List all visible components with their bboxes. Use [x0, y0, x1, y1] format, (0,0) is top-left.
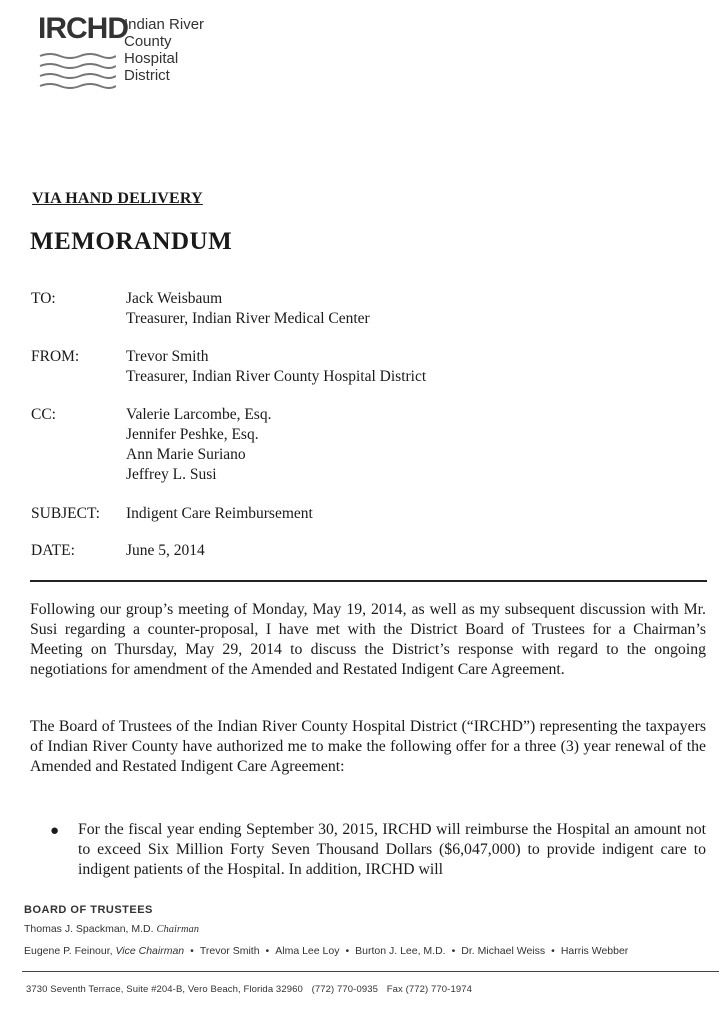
vice-chair-name: Eugene P. Feinour,: [24, 945, 113, 957]
board-members: Eugene P. Feinour, Vice Chairman • Trevor Smith • Alma Lee Loy • Burton J. Lee, M.D. • Dr. Michael Weiss • Harris Webber: [24, 945, 629, 957]
date-text: June 5, 2014: [126, 542, 205, 559]
to-line: Treasurer, Indian River Medical Center: [126, 310, 370, 327]
logo-name-line: County: [124, 33, 172, 50]
board-member: Dr. Michael Weiss: [461, 945, 546, 957]
cc-line: Jeffrey L. Susi: [126, 466, 217, 483]
body-paragraph-2: The Board of Trustees of the Indian River County Hospital District (“IRCHD”) representing the taxpayers of Indian River County have authorized me to make the following offer for a three (3) year renewal of the Amended and Restated Indigent Care Agreement:: [30, 718, 706, 775]
footer-address: 3730 Seventh Terrace, Suite #204-B, Vero Beach, Florida 32960: [26, 984, 303, 995]
to-line: Jack Weisbaum: [126, 290, 223, 307]
header-divider: [30, 580, 707, 582]
chairman-name: Thomas J. Spackman, M.D.: [24, 923, 154, 935]
to-label: TO:: [31, 290, 56, 307]
cc-line: Ann Marie Suriano: [126, 446, 246, 463]
footer-phone: (772) 770-0935: [311, 984, 378, 995]
from-line: Treasurer, Indian River County Hospital District: [126, 368, 427, 385]
to-value: [126, 289, 370, 329]
footer-contact: [26, 984, 478, 995]
logo-name: [124, 16, 204, 84]
date-value: [126, 541, 205, 561]
cc-line: Jennifer Peshke, Esq.: [126, 426, 259, 443]
cc-value: [126, 405, 271, 485]
bullet-icon: ●: [50, 823, 60, 839]
logo-name-line: Indian River: [124, 16, 205, 33]
board-member: Harris Webber: [560, 945, 629, 957]
logo-mark: IRCHD: [38, 12, 128, 45]
chairman-line: [24, 923, 199, 935]
date-label: DATE:: [31, 542, 75, 559]
cc-label: CC:: [31, 406, 56, 423]
body-paragraph-1: Following our group’s meeting of Monday, May 19, 2014, as well as my subsequent discussion with Mr. Susi regarding a counter-proposal, I have met with the District Board of Trustees for a Chairman’s Meeting on Thursday, May 29, 2014 to discuss the District’s response with regard to the ongoing negotiations for amendment of the Amended and Restated Indigent Care Agreement.: [30, 601, 706, 678]
delivery-method: VIA HAND DELIVERY: [32, 190, 203, 207]
body-bullet-1: For the fiscal year ending September 30, 2015, IRCHD will reimburse the Hospital an amount not to exceed Six Million Forty Seven Thousand Dollars ($6,047,000) to provide indigent care to indigent patients of the Hospital. In addition, IRCHD will: [78, 821, 706, 878]
irchd-logo: [38, 14, 238, 90]
footer-fax: Fax (772) 770-1974: [386, 984, 472, 995]
subject-text: Indigent Care Reimbursement: [126, 505, 313, 522]
vice-chair-role: Vice Chairman: [115, 945, 185, 957]
board-member: Trevor Smith: [199, 945, 260, 957]
from-value: [126, 347, 426, 387]
memo-title: MEMORANDUM: [30, 228, 233, 255]
from-label: FROM:: [31, 348, 80, 365]
subject-label: SUBJECT:: [31, 505, 100, 522]
from-line: Trevor Smith: [126, 348, 209, 365]
logo-name-line: District: [124, 67, 170, 84]
footer-divider: [22, 971, 719, 972]
board-title: BOARD OF TRUSTEES: [24, 904, 153, 916]
chairman-role: Chairman: [156, 924, 200, 935]
logo-waves-icon: [38, 50, 116, 90]
cc-line: Valerie Larcombe, Esq.: [126, 406, 272, 423]
board-member: Alma Lee Loy: [275, 945, 340, 957]
subject-value: [126, 504, 313, 524]
logo-name-line: Hospital: [124, 50, 179, 67]
board-member: Burton J. Lee, M.D.: [355, 945, 446, 957]
